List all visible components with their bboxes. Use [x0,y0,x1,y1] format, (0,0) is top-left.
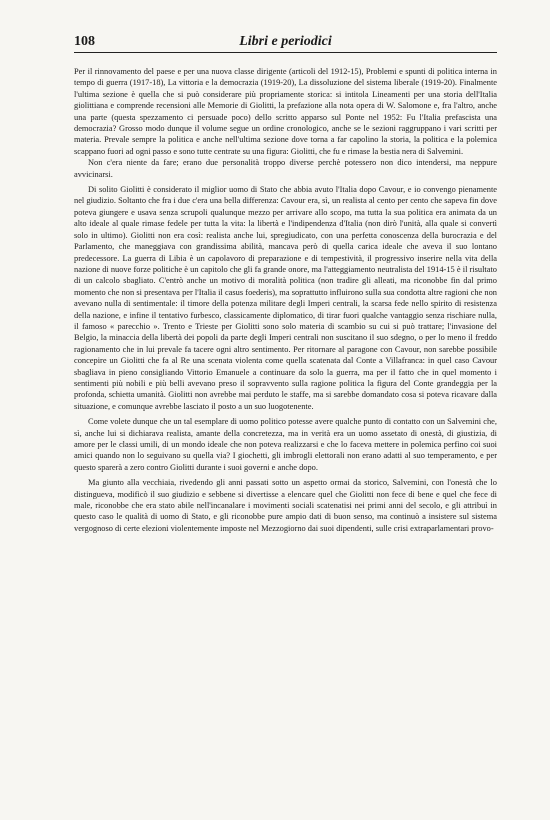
paragraph: Per il rinnovamento del paese e per una nuova classe dirigente (articoli del 1912-15), Problemi e spunti di politica interna in tempo di guerra (1917-18), La vittoria e la democrazia (1919-20), La dissoluzione del sistema liberale (1919-20). Finalmente l'ultima sezione è quella che si può considerare più propriamente storica: si intitola Lineamenti per una storia dell'Italia giolittiana e comprende recensioni alle Memorie di Giolitti, la prefazione alla nota opera di W. Salomone e, fra l'altro, anche una parte (questa spezzamento ci persuade poco) dello scritto apparso sul Ponte nel 1952: Fu l'Italia prefascista una democrazia? Grosso modo dunque il volume segue un ordine cronologico, anche se le sezioni raggruppano i vari scritti per materia. Prevale sempre la politica e anche nell'ultima sezione dove torna a far capolino la storia, la politica e la polemica scappano fuori ad ogni passo e sono tutte centrate su una figura: Giolitti, che fu e rimase la bestia nera di Salvemini. [74,67,497,156]
running-title: Libri e periodici [239,34,332,49]
paragraph: Di solito Giolitti è considerato il miglior uomo di Stato che abbia avuto l'Italia dopo Cavour, e io convengo pienamente nel giudizio. Soltanto che fra i due c'era una bella differenza: Cavour era, sì, un realista al cento per cento che sapeva fin dove poteva giungere e usava senza scrupoli qualunque mezzo per arrivare allo scopo, ma tutta la sua politica era animata da un alto ideale al quale rimase fedele per tutta la vita: la libertà e l'indipendenza d'Italia (non dirò l'unità, alla quale si convertì solo in ultimo). Giolitti non era così: realista anche lui, spregiudicato, con una perfetta conoscenza della burocrazia e del Parlamento, che maneggiava con grandissima abilità, mancava però di quella carica ideale che aveva il suo lontano predecessore. La guerra di Libia è un capolavoro di preparazione e di tempestività, il progressivo inserire nella vita della nazione di nuove forze politiche è un capitolo che gli fa grande onore, ma l'atteggiamento neutralista del 1914-15 è il risultato di un calcolo sbagliato. C'entrò anche un motivo di moralità politica (non tradire gli alleati, ma riconobbe fin dal primo momento che non si presentava per l'Italia il casus foederis), ma soprattutto influirono sulla sua condotta altre ragioni che non avevano nulla di sentimentale: il timore della potenza militare degli Imperi centrali, la scarsa fede nello spirito di resistenza della nazione, e infine il tentativo furbesco, classicamente diplomatico, di tirar fuori qualche vantaggio senza rischiare nulla, il famoso « parecchio ». Trento e Trieste per Giolitti sono solo materia di scambio su cui si può trattare; l'invasione del Belgio, la minaccia della libertà dei popoli da parte degli Imperi centrali non suscitano il suo sdegno, o per lo meno il freddo ragionamento che in lui prevale fa tacere ogni altro sentimento. Per ritornare al paragone con Cavour, non sarebbe possibile concepire un Giolitti che fa al Re una scenata violenta come quella scatenata dal Conte a Villafranca: in quel caso Cavour sbagliava in pieno consigliando Vittorio Emanuele a continuare da solo la guerra, ma per il fatto che in quel momento i sentimenti più nobili e più belli avevano preso il sopravvento sulla ragione politica la figura del Conte grandeggia per la profonda, schietta umanità. Giolitti non avrebbe mai perduto le staffe, ma si sarebbe domandato cosa si poteva ricavare dalla situazione, e comunque avrebbe lasciato il posto a un suo luogotenente. [74,185,497,411]
page-number: 108 [74,34,95,49]
page-header [74,34,497,53]
paragraph: Ma giunto alla vecchiaia, rivedendo gli anni passati sotto un aspetto ormai da storico, Salvemini, con l'onestà che lo distingueva, modificò il suo giudizio e sebbene si divertisse a elencare quel che Giolitti non fece di bene e quel che fece di male, riconobbe che era stato abile nell'incanalare i movimenti sociali scatenatisi nei primi anni del secolo, e gli attribuì in questo caso le qualità di uomo di Stato, e gli riconobbe pure ampio dati di buon senso, ma continuò a insistere sul sistema vergognoso di certe elezioni violentemente imposte nel Mezzogiorno dai suoi dipendenti, sulle crisi extraparlamentari provo- [74,478,497,533]
paragraph: Come volete dunque che un tal esemplare di uomo politico potesse avere qualche punto di contatto con un Salvemini che, sì, anche lui si dichiarava realista, amante della concretezza, ma in verità era un uomo assetato di onestà, di giustizia, di amore per le classi umili, di un mondo ideale che non poteva realizzarsi e che lo faceva mettere in polemica perfino coi suoi amici quando non lo seguivano su quella via? I giochetti, gli imbrogli elettorali non erano adatti al suo temperamento, e per questo sparerà a zero contro Giolitti durante i suoi governi e anche dopo. [74,417,497,472]
body-text [74,66,497,534]
paragraph: Non c'era niente da fare; erano due personalità troppo diverse perchè potessero non dico intendersi, ma neppure avvicinarsi. [74,158,497,179]
